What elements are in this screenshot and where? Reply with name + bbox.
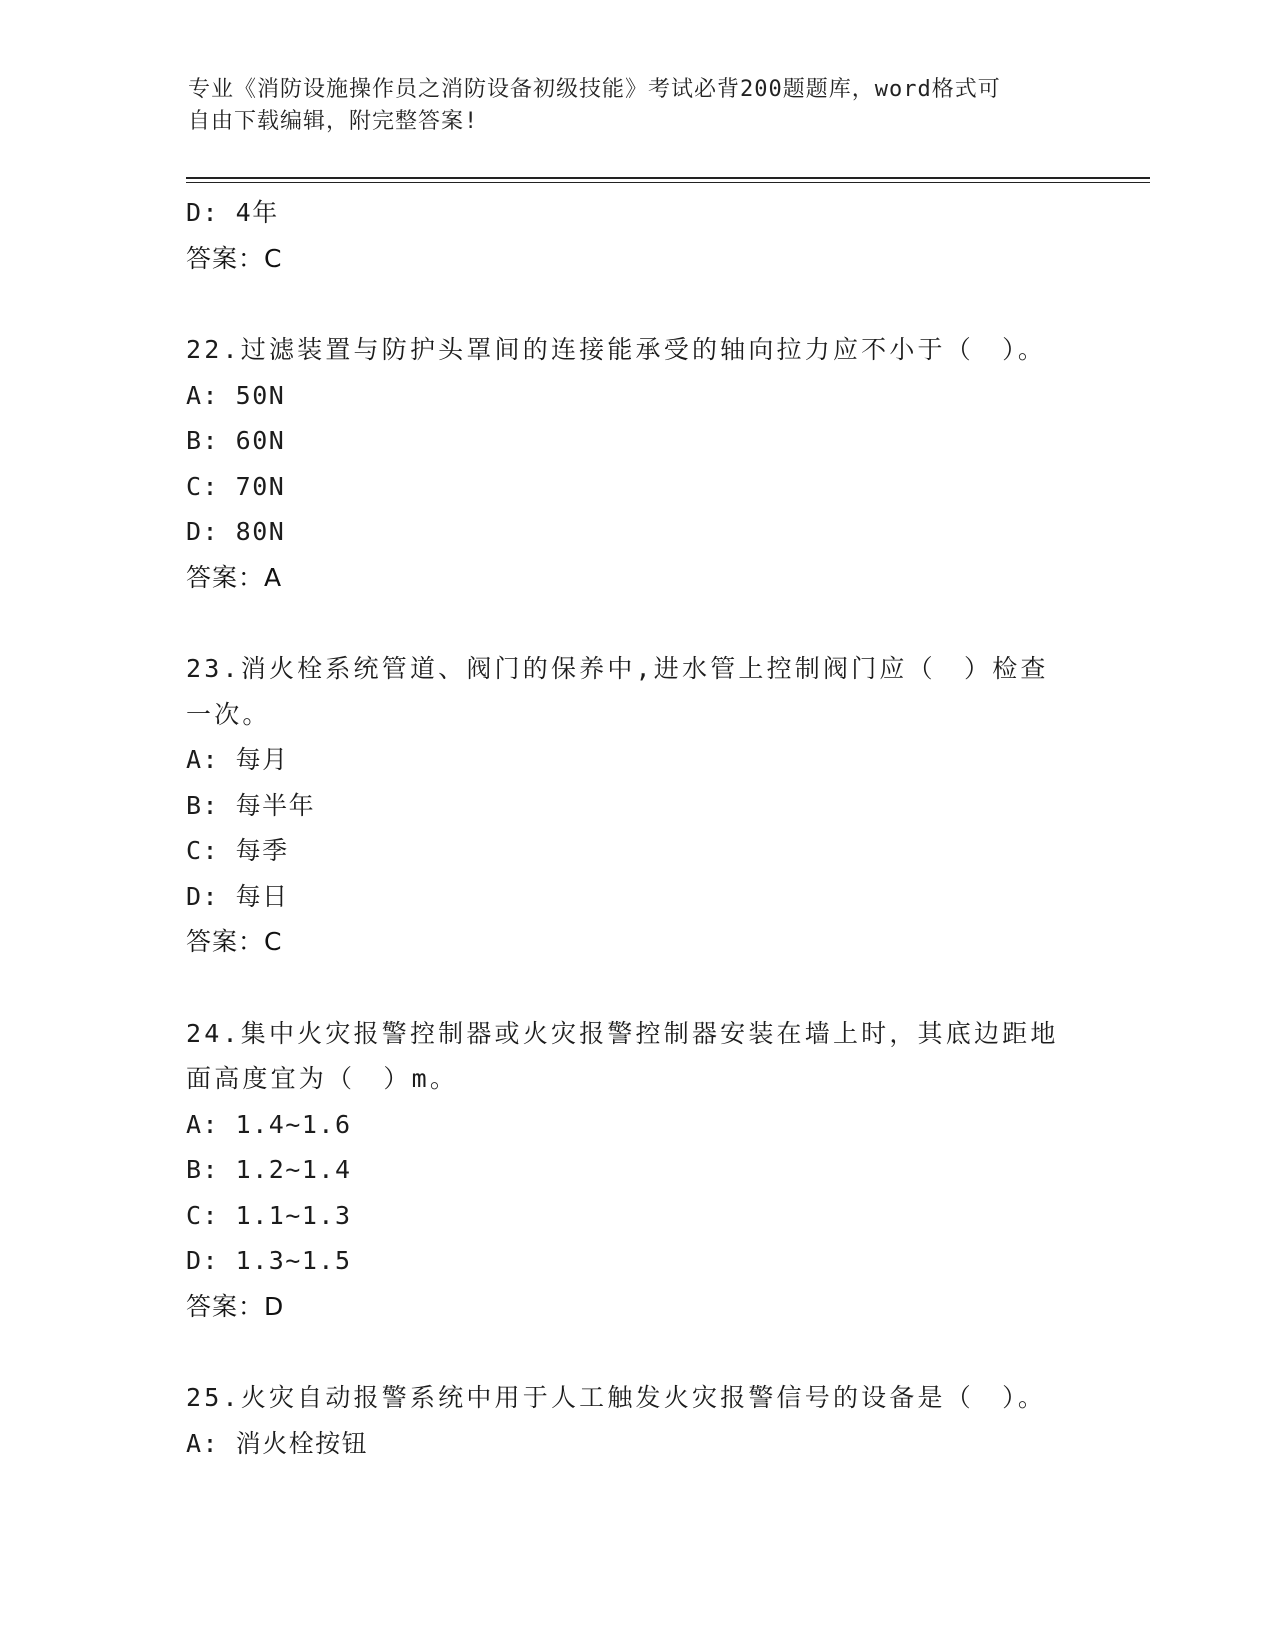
header-rule-thick [186,177,1150,179]
header-rule-thin [186,182,1150,183]
option-a: A: 每月 [186,745,289,774]
option-b: B: 60N [186,426,286,455]
question-22 [186,327,1086,600]
option-d: D: 1.3~1.5 [186,1246,352,1275]
page-header [188,74,1068,138]
question-stem: 24.集中火灾报警控制器或火灾报警控制器安装在墙上时，其底边距地 [186,1018,1059,1048]
option-a: A: 50N [186,380,286,410]
question-23 [186,646,1086,965]
answer-line: 答案：A [186,562,283,592]
question-21-tail [186,190,1086,281]
question-gap [186,965,1086,1011]
question-stem: 25.火灾自动报警系统中用于人工触发火灾报警信号的设备是（ ）。 [186,1383,1047,1412]
question-gap [186,1329,1086,1375]
question-stem-continued: 一次。 [186,699,271,729]
option-a: A: 消火栓按钮 [186,1428,369,1458]
option-c: C: 每季 [186,836,289,865]
answer-line: 答案：C [186,927,283,956]
option-d: D: 80N [186,517,286,546]
header-line-2: 自由下载编辑，附完整答案! [188,109,479,134]
question-25 [186,1375,1086,1466]
answer-line: 答案：D [186,1291,285,1321]
question-stem: 22.过滤装置与防护头罩间的连接能承受的轴向拉力应不小于（ ）。 [186,335,1047,364]
question-24 [186,1011,1086,1330]
question-stem: 23.消火栓系统管道、阀门的保养中,进水管上控制阀门应（ ）检查 [186,654,1049,683]
option-d: D: 4年 [186,198,279,227]
option-c: C: 1.1~1.3 [186,1200,352,1230]
option-b: B: 1.2~1.4 [186,1155,352,1184]
question-gap [186,281,1086,327]
answer-line: 答案：C [186,243,283,273]
option-a: A: 1.4~1.6 [186,1109,352,1139]
question-gap [186,600,1086,646]
question-stem-continued: 面高度宜为（ ）m。 [186,1064,459,1093]
option-b: B: 每半年 [186,790,316,820]
option-d: D: 每日 [186,881,289,911]
header-line-1: 专业《消防设施操作员之消防设备初级技能》考试必背200题题库，word格式可 [188,77,1001,102]
option-c: C: 70N [186,471,286,501]
question-content [186,190,1086,1466]
